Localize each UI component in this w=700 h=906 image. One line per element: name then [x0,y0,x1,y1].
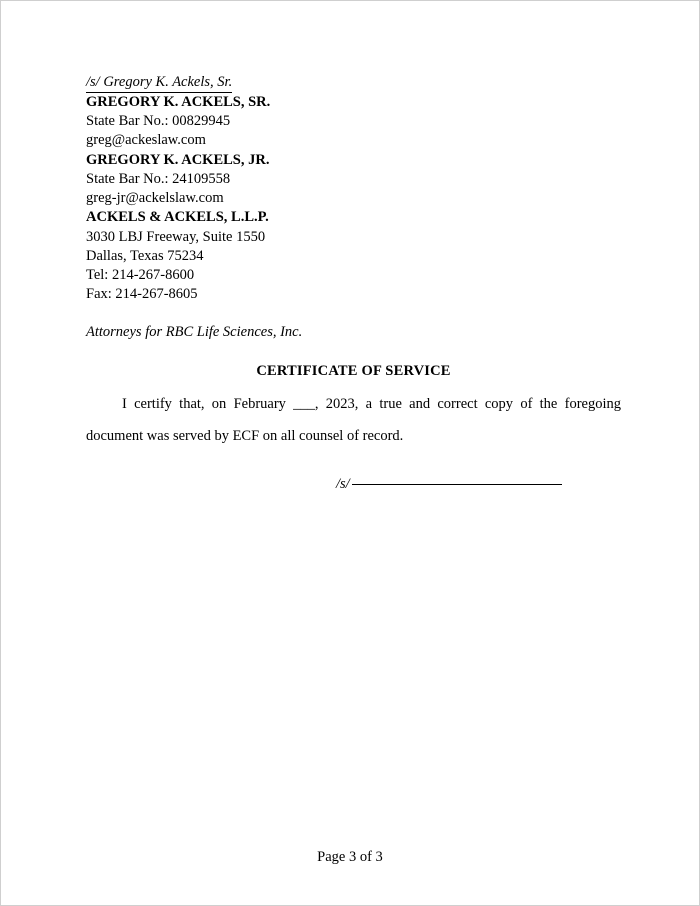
certificate-signature-row [86,475,621,493]
firm-address-street: 3030 LBJ Freeway, Suite 1550 [86,228,266,245]
attorneys-for-line: Attorneys for RBC Life Sciences, Inc. [86,323,303,340]
attorney-signature-line: /s/ Gregory K. Ackels, Sr. [86,74,232,93]
firm-address-city-state-zip: Dallas, Texas 75234 [86,247,204,264]
signature-line-wrapper [86,73,621,93]
certificate-of-service-title: CERTIFICATE OF SERVICE [256,362,451,379]
email-junior: greg-jr@ackelslaw.com [86,190,224,207]
document-body [86,73,621,493]
certificate-of-service-body [86,388,621,453]
attorney-name-senior: GREGORY K. ACKELS, SR. [86,93,271,110]
state-bar-number-senior: State Bar No.: 00829945 [86,112,231,129]
firm-fax: Fax: 214-267-8605 [86,286,198,303]
attorney-name-junior: GREGORY K. ACKELS, JR. [86,151,270,168]
firm-telephone: Tel: 214-267-8600 [86,267,195,284]
signature-block [86,73,621,341]
email-senior: greg@ackeslaw.com [86,132,206,149]
law-firm-name: ACKELS & ACKELS, L.L.P. [86,209,269,226]
certificate-signature-rule [352,484,562,485]
certificate-signature-mark: /s/ [336,476,350,493]
state-bar-number-junior: State Bar No.: 24109558 [86,170,231,187]
certificate-of-service-text: I certify that, on February ___, 2023, a true and correct copy of the foregoing document was served by ECF on all counsel of record. [86,395,621,445]
page-footer: Page 3 of 3 [317,849,383,865]
